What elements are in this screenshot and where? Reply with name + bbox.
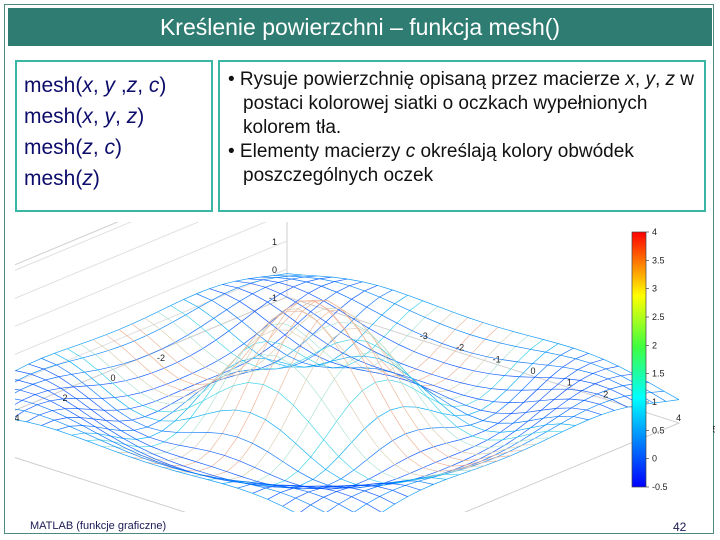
syntax-line bbox=[24, 70, 211, 101]
syntax-line bbox=[24, 132, 211, 163]
x-tick-label: 2 bbox=[603, 389, 609, 400]
description-bullet bbox=[228, 68, 698, 140]
colorbar-tick-label: 2 bbox=[652, 340, 658, 351]
syntax-function-name: mesh bbox=[24, 74, 76, 97]
x-tick-label bbox=[712, 425, 715, 435]
mesh-plot bbox=[15, 222, 715, 512]
footer-text: MATLAB (funkcje graficzne) bbox=[30, 520, 167, 532]
variable-name: y bbox=[645, 69, 655, 90]
page-number: 42 bbox=[673, 520, 687, 534]
syntax-function-name: mesh bbox=[24, 167, 76, 190]
x-tick-label: 4 bbox=[676, 412, 682, 423]
syntax-function-name: mesh bbox=[24, 136, 76, 159]
colorbar-tick-label: 0 bbox=[652, 453, 658, 464]
variable-name: x bbox=[625, 69, 635, 90]
colorbar-tick-label: 1 bbox=[652, 397, 658, 407]
syntax-box bbox=[15, 60, 213, 212]
syntax-function-name: mesh bbox=[24, 105, 76, 128]
colorbar-tick-label: 3 bbox=[652, 283, 658, 294]
y-tick-label: 2 bbox=[62, 393, 68, 403]
colorbar-tick-label: 4 bbox=[652, 227, 658, 237]
colorbar-tick-label: 0.5 bbox=[652, 425, 665, 436]
bullet-text: w postaci kolorowej siatki o oczkach wypełnionych kolorem tła. bbox=[243, 69, 695, 138]
y-tick-label: -2 bbox=[156, 353, 166, 363]
x-tick-label: -3 bbox=[419, 330, 428, 341]
x-tick-label: 1 bbox=[566, 377, 572, 388]
bullet-text: , bbox=[634, 69, 646, 90]
variable-name: c bbox=[405, 141, 416, 162]
variable-name: z bbox=[665, 69, 676, 90]
colorbar bbox=[632, 232, 646, 487]
bullet-text: , bbox=[654, 69, 666, 90]
syntax-arguments: (z) bbox=[75, 167, 100, 190]
z-tick-label: 1 bbox=[271, 237, 277, 247]
syntax-line bbox=[24, 101, 211, 132]
y-tick-label: 4 bbox=[15, 413, 20, 423]
slide-title-text: Kreślenie powierzchni – funkcja mesh() bbox=[159, 13, 561, 40]
bullet-text: określają kolory obwódek poszczególnych oczek bbox=[243, 141, 634, 186]
syntax-arguments: (z, c) bbox=[75, 136, 123, 159]
description-box bbox=[218, 60, 706, 212]
colorbar-tick-label: 2.5 bbox=[652, 312, 665, 322]
x-tick-label: -1 bbox=[492, 354, 501, 365]
bullet-text: • Elementy macierzy bbox=[228, 141, 406, 162]
slide-title bbox=[8, 8, 712, 46]
y-tick-label: 0 bbox=[110, 373, 116, 383]
x-tick-label: 0 bbox=[530, 366, 536, 376]
syntax-arguments: (x, y ,z, c) bbox=[75, 74, 167, 97]
description-bullet bbox=[228, 140, 698, 188]
syntax-line bbox=[24, 163, 211, 194]
mesh-figure bbox=[15, 222, 715, 512]
colorbar-tick-label: 3.5 bbox=[652, 255, 665, 266]
colorbar-tick-label: -0.5 bbox=[652, 482, 668, 492]
syntax-arguments: (x, y, z) bbox=[75, 105, 145, 128]
z-tick-label: 0 bbox=[271, 265, 277, 275]
z-tick-label: -1 bbox=[268, 293, 277, 303]
x-tick-label: -2 bbox=[456, 342, 465, 353]
bullet-text: • Rysuje powierzchnię opisaną przez macierze bbox=[228, 69, 626, 90]
colorbar-tick-label: 1.5 bbox=[652, 368, 665, 379]
